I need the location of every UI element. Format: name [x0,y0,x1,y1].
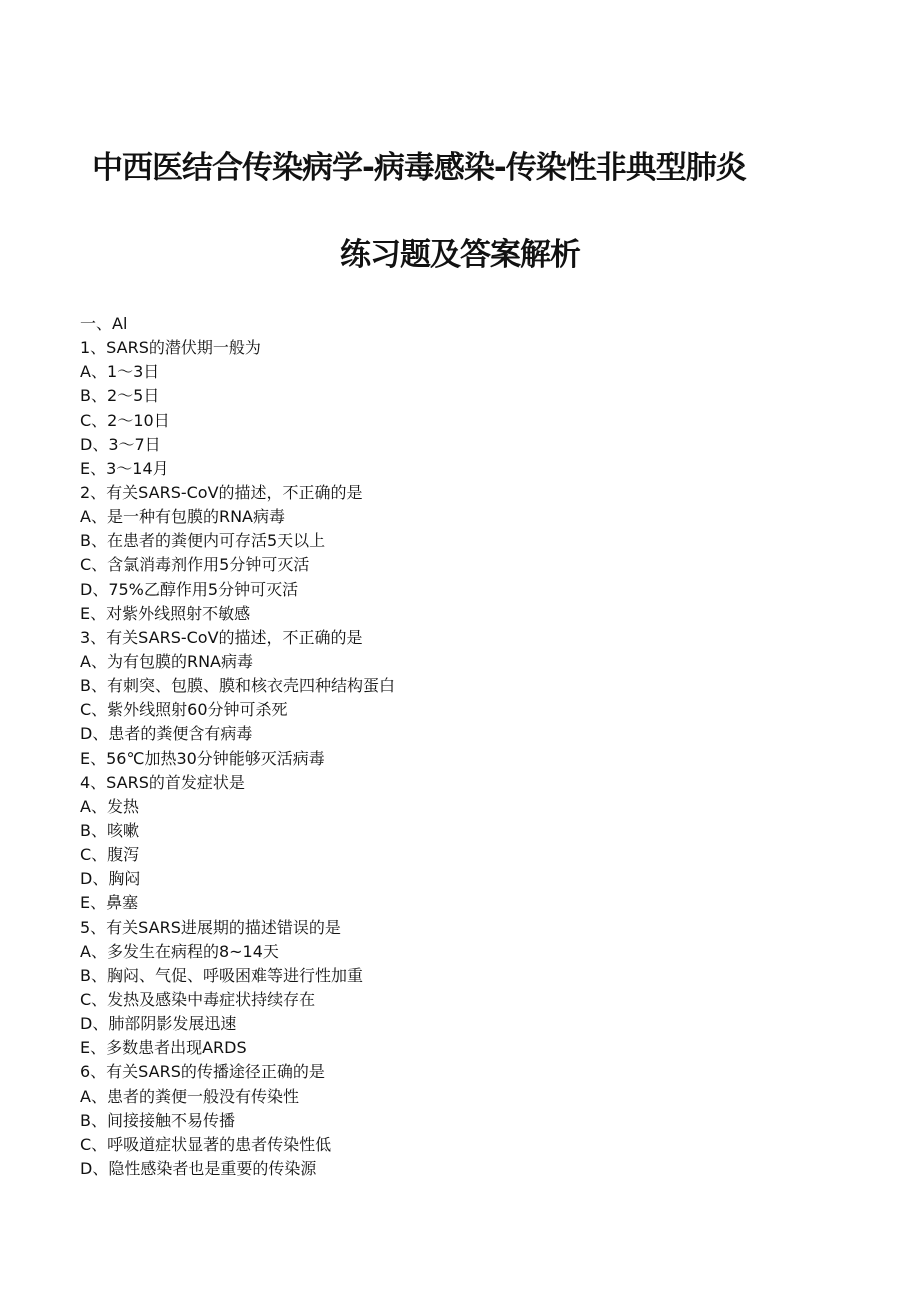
answer-option: A、为有包膜的RNA病毒 [80,651,253,671]
question-lines [80,336,880,1181]
answer-option: D、患者的粪便含有病毒 [80,724,253,744]
answer-option: B、咳嗽 [80,820,139,840]
answer-option: E、3～14月 [80,458,169,478]
answer-option: C、呼吸道症状显著的患者传染性低 [80,1134,332,1154]
question-stem: 4、SARS的首发症状是 [80,772,245,792]
question-stem: 3、有关SARS-CoV的描述，不正确的是 [80,627,363,647]
document-title-line-2: 练习题及答案解析 [340,237,580,273]
question-stem: 5、有关SARS进展期的描述错误的是 [80,917,341,937]
answer-option: D、肺部阴影发展迅速 [80,1014,237,1034]
answer-option: A、发热 [80,796,139,816]
answer-option: E、对紫外线照射不敏感 [80,603,251,623]
answer-option: A、1～3日 [80,362,160,382]
answer-option: A、多发生在病程的8~14天 [80,941,279,961]
answer-option: B、2～5日 [80,386,160,406]
answer-option: C、含氯消毒剂作用5分钟可灭活 [80,555,310,575]
answer-option: B、有刺突、包膜、膜和核衣壳四种结构蛋白 [80,676,395,696]
document-title-line-1: 中西医结合传染病学-病毒感染-传染性非典型肺炎 [92,150,746,186]
answer-option: D、75%乙醇作用5分钟可灭活 [80,579,299,599]
question-stem: 1、SARS的潜伏期一般为 [80,338,261,358]
answer-option: C、紫外线照射60分钟可杀死 [80,700,288,720]
answer-option: A、是一种有包膜的RNA病毒 [80,507,285,527]
answer-option: B、在患者的粪便内可存活5天以上 [80,531,326,551]
answer-option: B、胸闷、气促、呼吸困难等进行性加重 [80,965,363,985]
answer-option: E、多数患者出现ARDS [80,1038,247,1058]
question-stem: 6、有关SARS的传播途径正确的是 [80,1062,325,1082]
answer-option: D、3～7日 [80,434,161,454]
answer-option: C、发热及感染中毒症状持续存在 [80,989,316,1009]
section-heading: 一、Al [80,314,128,333]
answer-option: E、鼻塞 [80,893,139,913]
answer-option: C、2～10日 [80,410,170,430]
answer-option: B、间接接触不易传播 [80,1110,235,1130]
answer-option: E、56℃加热30分钟能够灭活病毒 [80,748,325,768]
answer-option: A、患者的粪便一般没有传染性 [80,1086,299,1106]
question-stem: 2、有关SARS-CoV的描述，不正确的是 [80,482,363,502]
answer-option: D、胸闷 [80,869,141,889]
question-list [80,312,880,1181]
answer-option: C、腹泻 [80,845,140,865]
answer-option: D、隐性感染者也是重要的传染源 [80,1158,317,1178]
